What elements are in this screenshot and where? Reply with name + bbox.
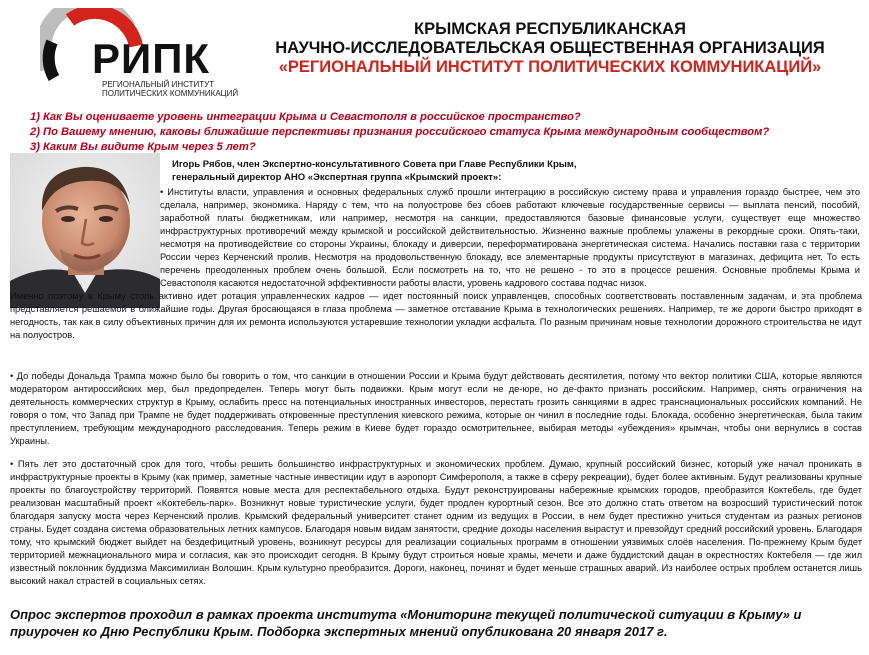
logo-subtitle: РЕГИОНАЛЬНЫЙ ИНСТИТУТ ПОЛИТИЧЕСКИХ КОММУНИКАЦИЙ xyxy=(102,80,239,98)
author-line-2: генеральный директор АНО «Экспертная группа «Крымский проект»: xyxy=(172,172,502,183)
author-line-1: Игорь Рябов, член Экспертно-консультативного Совета при Главе Республики Крым, xyxy=(172,159,577,170)
org-line-3: «РЕГИОНАЛЬНЫЙ ИНСТИТУТ ПОЛИТИЧЕСКИХ КОММУНИКАЦИЙ» xyxy=(278,58,822,76)
question-3: 3) Каким Вы видите Крым через 5 лет? xyxy=(30,141,256,153)
author-block xyxy=(172,158,852,184)
organization-header xyxy=(250,20,850,77)
footer-note: Опрос экспертов проходил в рамках проекта института «Мониторинг текущей политической ситуации в Крыму» и приурочен ко Дню Республики Крым. Подборка экспертных мнений опубликована 20 января 2017 г. xyxy=(10,607,802,639)
logo-letters: РИПК xyxy=(92,35,211,82)
org-line-2: НАУЧНО-ИССЛЕДОВАТЕЛЬСКАЯ ОБЩЕСТВЕННАЯ ОРГАНИЗАЦИЯ xyxy=(275,39,825,57)
answer-1-top: • Институты власти, управления и основных федеральных служб прошли интеграцию в российскую систему права и управления гораздо быстрее, чем это сделала, например, экономика. Наряду с тем, что на полуострове без сбоев работают ключевые государственные сервисы — выплата пенсий, пособий, заработной платы бюджетникам, или например, несмотря на санкции, предоставляются базовые финансовые услуги, существует еще множество инфраструктурных противоречий между крымской и российской действительностью. Жизненно важные проблемы улажены в рекордные сроки. Опять-таки, несмотря на противодействие со стороны Украины, блокаду и диверсии, переформатирована энергетическая система. Начались поставки газа с территории России через Керченский пролив. Несмотря на продовольственную блокаду, все элементарные продукты присутствуют в магазинах, дефицита нет. То есть перечень преодоленных проблем очень большой. Если посмотреть на то, что не решено - то это в процессе решения. Основные проблемы Крыма и Севастополя касаются недостаточной эффективности работы власти, уровень кадрового состава подчас низок. xyxy=(160,187,860,288)
survey-questions xyxy=(30,110,860,155)
answer-3: • Пять лет это достаточный срок для того, чтобы решить большинство инфраструктурных и экономических проблем. Думаю, крупный российский бизнес, который уже начал проникать в инфраструктурные проекты в Крыму (как пример, заметные частные инвестиции идут в аэропорт Симферополя, а также в сферу рекреации), будет более активным. Будут реализованы крупные проекты по благоустройству территорий. Появятся новые места для респектабельного отдыха. Будут реконструированы набережные крымских городов, преобразится Коктебель, где будет реализован масштабный проект «Коктебель-парк». Возникнут новые туристические услуги, будет продлен курортный сезон. Все это должно стать ответом на возросший туристический поток благодаря запуску моста через Керченский пролив. Крымский федеральный университет станет одним из ведущих в России, в нем будет престижно учиться студентам из разных регионов страны. Будет создана система образовательных летних кампусов. Благодаря новым видам занятости, средние доходы населения вырастут и превзойдут средний российский уровень. Благодаря тому, что крымский бюджет выйдет на бездефицитный уровень, возникнут ресурсы для реализации социальных программ в отношении уязвимых слоёв населения. По-прежнему Крым будет территорией межнационального мира и согласия, как это происходит сегодня. В Крыму будут строиться новые храмы, мечети и даже буддистский дацан в окрестностях Коктебеля — где жил известный поклонник буддизма Максимилиан Волошин. Крым культурно преобразится. Дороги, наконец, починят и будет меньше страшных аварий. Из наиболее острых проблем останется лишь высокий накал страстей в социальных сетях. xyxy=(10,459,862,586)
answer-2: • До победы Дональда Трампа можно было бы говорить о том, что санкции в отношении России и Крыма будут действовать десятилетия, потому что вектор политики США, которые являются модератором антироссийских мер, был предопределен. Теперь могут быть подвижки. Крым могут если не де-юре, но де-факто признать российским. Например, снять ограничения на деятельность коммерческих структур в Крыму, ослабить пресс на потенциальных иностранных инвесторов, перестать грозить санкциями в адрес транснациональных российских компаний. Не говоря о том, что Запад при Трампе не будет поддерживать откровенные преступления киевского режима, которые он чинил в последние годы. Блокада, особенно энергетическая, была таким преступлением, требующим международного расследования. Теперь режим в Киеве будет гораздо осмотрительнее, выбирая методы «убеждения» крымчан, чтобы они вернулись в состав Украины. xyxy=(10,371,862,446)
ripk-logo xyxy=(40,8,239,100)
org-line-1: КРЫМСКАЯ РЕСПУБЛИКАНСКАЯ xyxy=(414,20,686,38)
answer-1-rest: Именно поэтому в Крыму столь активно идет ротация управленческих кадров — идет постоянный поиск управленцев, способных соответствовать поставленным задачам, и эта проблема представляется решаемой в ближайшие годы. Другая бросающаяся в глаза проблема — заметное отставание Крыма в технологических решениях. Например, те же дороги быстро приходят в негодность, так как в силу объективных причин для их ремонта используются устаревшие технологии укладки асфальта. По разным причинам новые технологии дорожного строительства не идут на полуостров. xyxy=(10,291,862,340)
question-2: 2) По Вашему мнению, каковы ближайшие перспективы признания российского статуса Крыма международным сообществом? xyxy=(30,126,770,138)
question-1: 1) Как Вы оцениваете уровень интеграции Крыма и Севастополя в российское пространство? xyxy=(30,111,581,123)
portrait-photo xyxy=(10,153,160,308)
